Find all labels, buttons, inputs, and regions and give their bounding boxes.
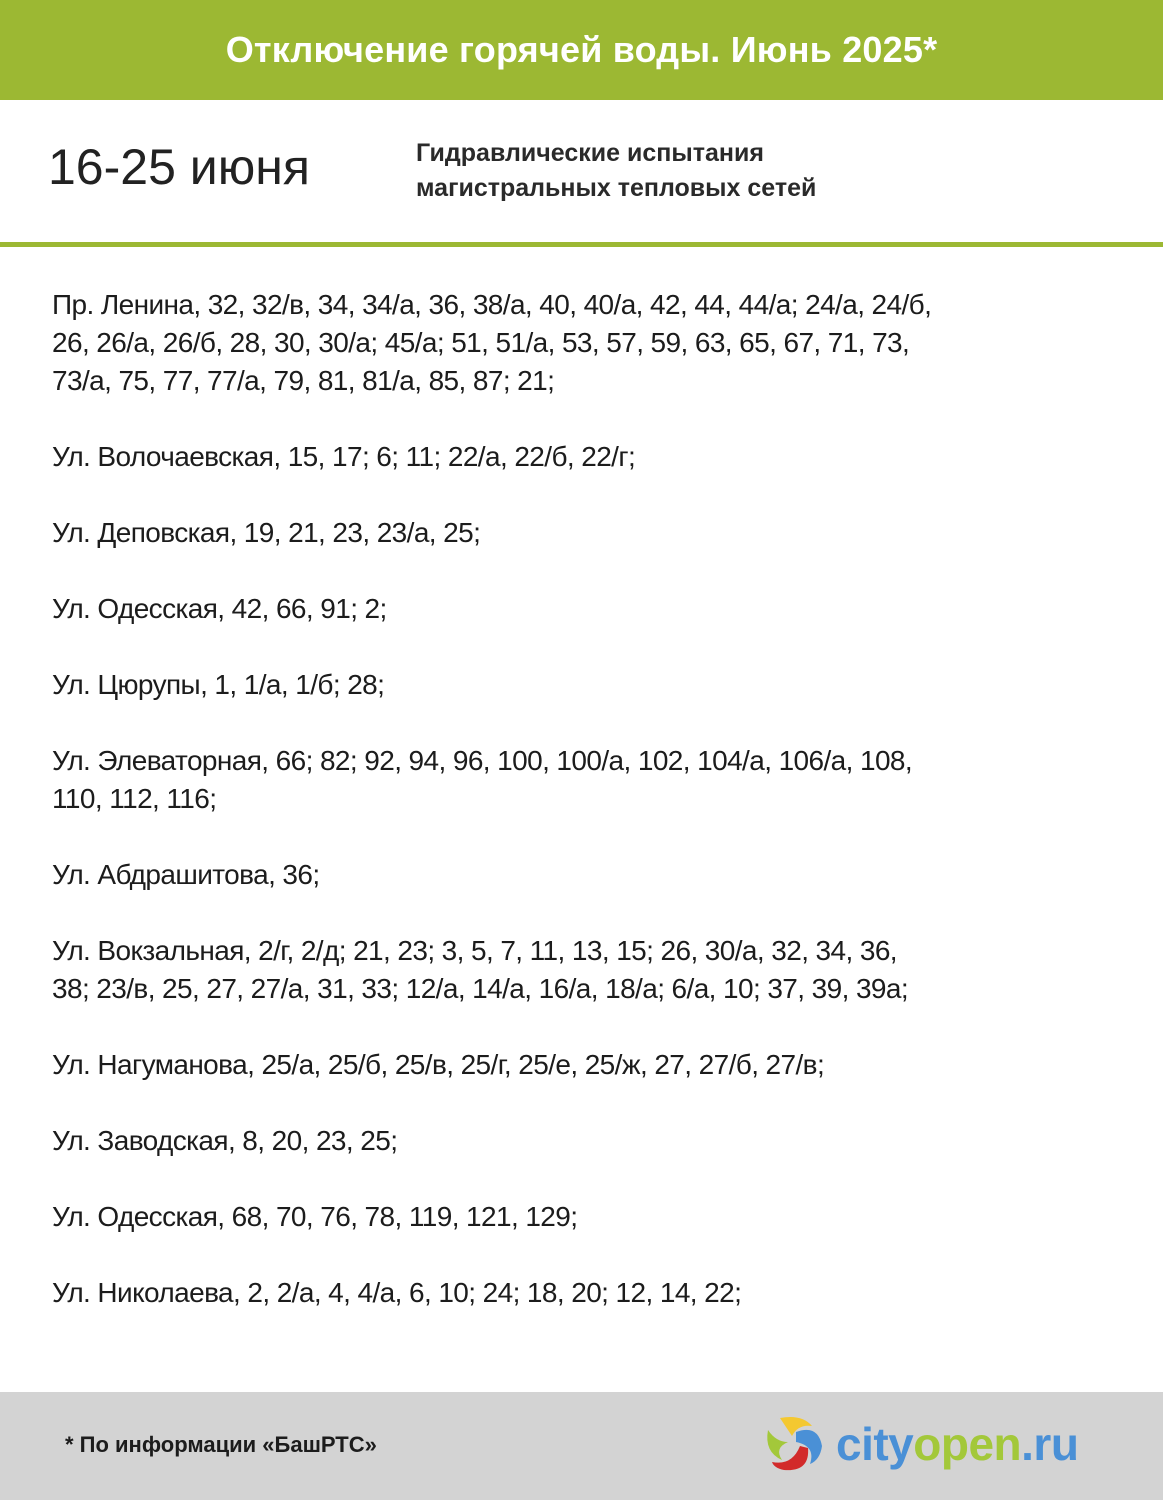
period-dates: 16-25 июня	[48, 139, 310, 195]
address-line: Ул. Вокзальная, 2/г, 2/д; 21, 23; 3, 5, 7, 11, 13, 15; 26, 30/а, 32, 34, 36,	[52, 935, 897, 966]
swirl-logo-icon	[762, 1412, 826, 1476]
address-line: Ул. Заводская, 8, 20, 23, 25;	[52, 1125, 398, 1156]
address-entry	[52, 932, 1142, 1008]
address-entry	[52, 438, 1142, 476]
address-line: 26, 26/а, 26/б, 28, 30, 30/а; 45/а; 51, 51/а, 53, 57, 59, 63, 65, 67, 71, 73,	[52, 327, 910, 358]
description-line: Гидравлические испытания	[416, 139, 764, 167]
logo-text: cityopen.ru	[836, 1418, 1079, 1470]
address-entry	[52, 666, 1142, 704]
address-entry	[52, 286, 1142, 400]
address-entry	[52, 856, 1142, 894]
address-line: Ул. Одесская, 68, 70, 76, 78, 119, 121, 129;	[52, 1201, 578, 1232]
address-line: Ул. Николаева, 2, 2/а, 4, 4/а, 6, 10; 24; 18, 20; 12, 14, 22;	[52, 1277, 742, 1308]
address-entry	[52, 1046, 1142, 1084]
address-line: Ул. Волочаевская, 15, 17; 6; 11; 22/а, 22/б, 22/г;	[52, 441, 636, 472]
address-line: Пр. Ленина, 32, 32/в, 34, 34/а, 36, 38/а, 40, 40/а, 42, 44, 44/а; 24/а, 24/б,	[52, 289, 932, 320]
address-line: Ул. Деповская, 19, 21, 23, 23/а, 25;	[52, 517, 481, 548]
address-line: 110, 112, 116;	[52, 783, 217, 814]
address-list	[52, 286, 1142, 1350]
address-line: Ул. Элеваторная, 66; 82; 92, 94, 96, 100, 100/а, 102, 104/а, 106/а, 108,	[52, 745, 913, 776]
address-entry	[52, 514, 1142, 552]
address-entry	[52, 1274, 1142, 1312]
address-line: 73/а, 75, 77, 77/а, 79, 81, 81/а, 85, 87; 21;	[52, 365, 555, 396]
address-line: Ул. Цюрупы, 1, 1/а, 1/б; 28;	[52, 669, 385, 700]
source-note: * По информации «БашРТС»	[65, 1432, 377, 1457]
address-line: Ул. Одесская, 42, 66, 91; 2;	[52, 593, 387, 624]
footer	[0, 1392, 1163, 1500]
period-description	[416, 136, 816, 206]
header-banner	[0, 0, 1163, 100]
address-entry	[52, 1198, 1142, 1236]
address-entry	[52, 742, 1142, 818]
address-line: Ул. Нагуманова, 25/а, 25/б, 25/в, 25/г, 25/е, 25/ж, 27, 27/б, 27/в;	[52, 1049, 825, 1080]
description-line: магистральных тепловых сетей	[416, 174, 817, 202]
period-section	[0, 100, 1163, 247]
address-line: Ул. Абдрашитова, 36;	[52, 859, 320, 890]
cityopen-logo	[762, 1412, 1078, 1476]
address-entry	[52, 1122, 1142, 1160]
page-title: Отключение горячей воды. Июнь 2025*	[225, 29, 938, 70]
address-entry	[52, 590, 1142, 628]
address-line: 38; 23/в, 25, 27, 27/а, 31, 33; 12/а, 14/а, 16/а, 18/а; 6/а, 10; 37, 39, 39а;	[52, 973, 909, 1004]
